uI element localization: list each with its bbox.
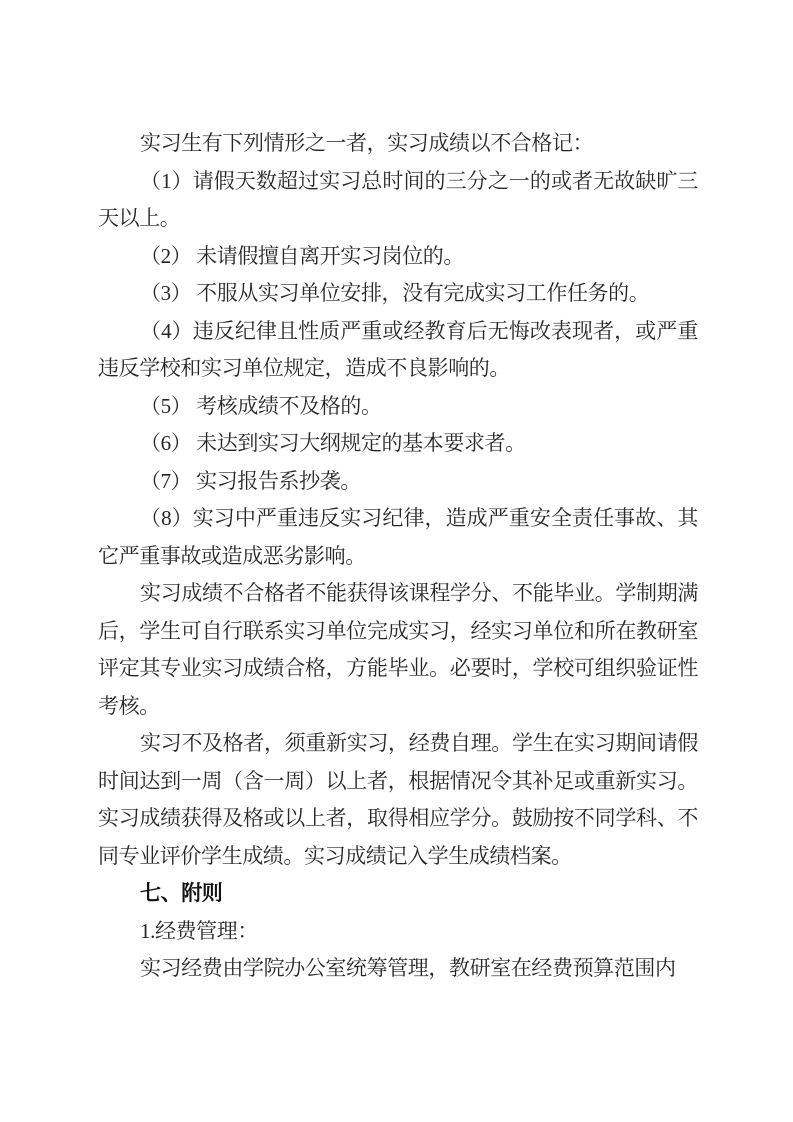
list-item-2-leave-without-ask: （2） 未请假擅自离开实习岗位的。	[140, 243, 464, 268]
section-heading-appendix: 七、附则	[140, 881, 223, 905]
paragraph-redo-internship: 实习不及格者，须重新实习，经费自理。学生在实习期间请假时间达到一周（含一周）以上者，根据情况令其补足或重新实习。实习成绩获得及格或以上者，取得相应学分。鼓励按不同学科、不同专业评价学生成绩。实习成绩记入学生成绩档案。	[98, 731, 698, 868]
paragraph-fail-consequences: 实习成绩不合格者不能获得该课程学分、不能毕业。学制期满后，学生可自行联系实习单位完成实习，经实习单位和所在教研室评定其专业实习成绩合格，方能毕业。必要时，学校可组织验证性考核。	[98, 581, 698, 718]
list-item-8-serious-accident: （8）实习中严重违反实习纪律，造成严重安全责任事故、其它严重事故或造成恶劣影响。	[98, 506, 698, 568]
list-item-1-absence: （1）请假天数超过实习总时间的三分之一的或者无故缺旷三天以上。	[98, 168, 698, 230]
list-item-7-plagiarism: （7） 实习报告系抄袭。	[140, 468, 361, 493]
paragraph-fail-grade-intro: 实习生有下列情形之一者，实习成绩以不合格记：	[140, 131, 594, 155]
list-item-6-below-requirements: （6） 未达到实习大纲规定的基本要求者。	[140, 431, 526, 455]
paragraph-funding-detail: 实习经费由学院办公室统筹管理，教研室在经费预算范围内	[140, 956, 676, 980]
subheading-funding-management: 1.经费管理：	[140, 918, 258, 943]
list-item-4-discipline-violation: （4）违反纪律且性质严重或经教育后无悔改表现者，或严重违反学校和实习单位规定，造成不良影响的。	[98, 318, 698, 380]
list-item-5-exam-fail: （5） 考核成绩不及格的。	[140, 393, 382, 418]
document-body	[98, 125, 698, 988]
list-item-3-disobey-arrangement: （3） 不服从实习单位安排，没有完成实习工作任务的。	[140, 281, 650, 305]
